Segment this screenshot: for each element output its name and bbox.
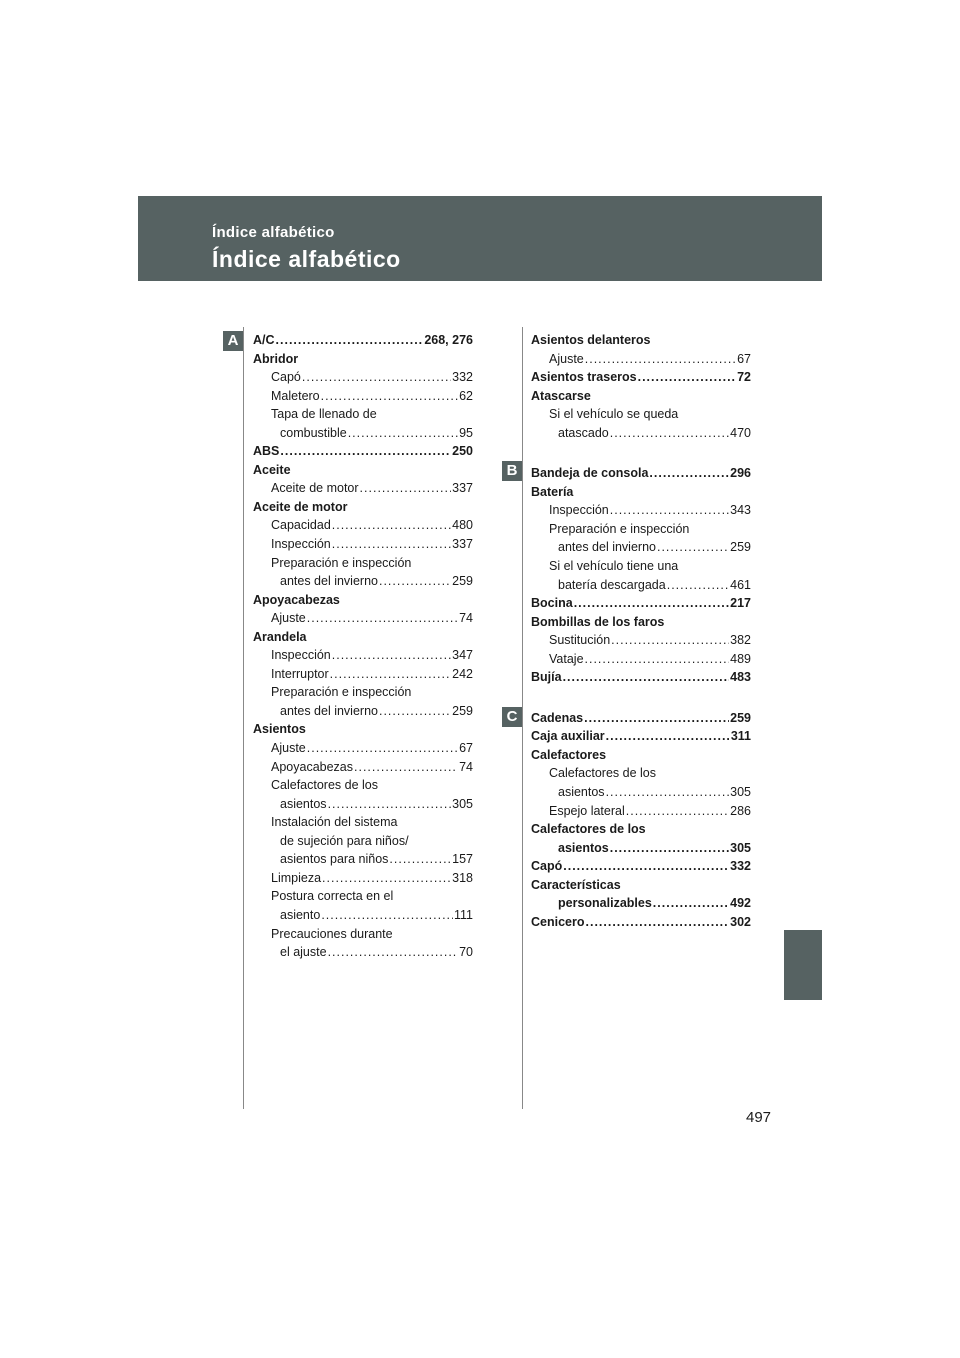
index-page-ref: 305: [452, 796, 473, 811]
index-page-ref: 74: [459, 759, 473, 774]
dot-leader: [585, 350, 736, 369]
index-entry: [253, 683, 473, 702]
index-page-ref: 337: [452, 481, 473, 496]
index-entry: [253, 887, 473, 906]
index-page-ref: 70: [459, 945, 473, 960]
index-entry: [531, 894, 751, 913]
index-term: Limpieza: [271, 870, 322, 885]
index-page-ref: 489: [730, 651, 751, 666]
index-term: Bandeja de consola: [531, 466, 649, 481]
index-page-ref: 483: [730, 670, 751, 685]
index-page-ref: 250: [452, 444, 473, 459]
index-page-ref: 259: [452, 703, 473, 718]
index-page-ref: 157: [452, 852, 473, 867]
letter-tab-a: A: [223, 331, 243, 351]
index-entry: [253, 368, 473, 387]
index-entry: [531, 387, 751, 406]
index-page-ref: 95: [459, 425, 473, 440]
index-entry: [253, 387, 473, 406]
index-entry: [253, 850, 473, 869]
index-entry: [253, 795, 473, 814]
index-entry: [253, 665, 473, 684]
dot-leader: [574, 594, 729, 613]
index-entry: [253, 776, 473, 795]
index-page-ref: 305: [730, 840, 751, 855]
index-page-ref: 332: [452, 370, 473, 385]
dot-leader: [638, 368, 736, 387]
index-term: Preparación e inspección: [271, 555, 412, 570]
dot-leader: [563, 668, 730, 687]
index-term: Aceite: [253, 462, 291, 477]
index-term: Inspección: [271, 537, 331, 552]
index-term: Si el vehículo tiene una: [549, 559, 679, 574]
index-term: Asientos traseros: [531, 370, 637, 385]
index-page-ref: 332: [730, 859, 751, 874]
index-term: Batería: [531, 484, 574, 499]
index-entry: [531, 631, 751, 650]
dot-leader: [379, 702, 451, 721]
index-entry: [253, 906, 473, 925]
index-term: Calefactores de los: [549, 766, 657, 781]
dot-leader: [610, 501, 729, 520]
index-page-ref: 461: [730, 577, 751, 592]
index-term: Interruptor: [271, 666, 329, 681]
index-term: Bocina: [531, 596, 573, 611]
column-divider-left: [243, 327, 244, 1109]
index-term: Ajuste: [549, 351, 584, 366]
index-term: Cadenas: [531, 710, 584, 725]
dot-leader: [307, 739, 458, 758]
dot-leader: [667, 576, 729, 595]
dot-leader: [332, 516, 451, 535]
index-term: Sustitución: [549, 633, 611, 648]
dot-leader: [611, 631, 729, 650]
index-page-ref: 72: [737, 370, 751, 385]
index-term: A/C: [253, 333, 275, 347]
index-page-ref: 492: [730, 896, 751, 911]
dot-leader: [354, 758, 458, 777]
index-entry: [253, 591, 473, 610]
index-page-ref: 62: [459, 388, 473, 403]
index-entry: [531, 464, 751, 483]
dot-leader: [332, 646, 451, 665]
index-entry: [531, 764, 751, 783]
page-title: Índice alfabético: [212, 246, 401, 272]
index-term: Ajuste: [271, 741, 306, 756]
index-term: Capó: [531, 859, 563, 874]
index-page-ref: 470: [730, 425, 751, 440]
dot-leader: [302, 368, 451, 387]
index-entry: [253, 702, 473, 721]
index-page-ref: 111: [453, 907, 473, 922]
dot-leader: [389, 850, 451, 869]
letter-tab-b: B: [502, 461, 522, 481]
index-term: personalizables: [558, 896, 652, 911]
section-header: [138, 196, 822, 281]
index-entry: [253, 758, 473, 777]
index-term: batería descargada: [558, 577, 666, 592]
letter-group-gap: [531, 442, 751, 464]
index-entry: [531, 746, 751, 765]
index-term: Instalación del sistema: [271, 815, 398, 830]
index-entry: [253, 442, 473, 461]
index-entry: [253, 609, 473, 628]
index-entry: [253, 943, 473, 962]
index-entry: [531, 520, 751, 539]
dot-leader: [348, 424, 458, 443]
index-entry: [253, 628, 473, 647]
index-page-ref: 286: [730, 803, 751, 818]
dot-leader: [606, 727, 730, 746]
index-entry: [253, 424, 473, 443]
index-term: Aceite de motor: [253, 499, 348, 514]
index-entry: [531, 650, 751, 669]
index-entry: [253, 925, 473, 944]
side-thumb-tab: [784, 930, 822, 1000]
index-entry: [531, 613, 751, 632]
dot-leader: [586, 913, 730, 932]
index-entry: [253, 813, 473, 832]
dot-leader: [307, 609, 458, 628]
dot-leader: [606, 783, 730, 802]
index-term: antes del invierno: [280, 574, 378, 589]
index-entry: [253, 554, 473, 573]
index-term: ABS: [253, 444, 280, 459]
index-term: asientos: [558, 785, 605, 800]
index-term: Apoyacabezas: [271, 759, 354, 774]
index-term: Postura correcta en el: [271, 889, 394, 904]
index-page-ref: 382: [730, 633, 751, 648]
column-divider-middle: [522, 327, 523, 1109]
dot-leader: [584, 709, 729, 728]
page-number: 497: [746, 1109, 772, 1126]
index-entry: [253, 720, 473, 739]
dot-leader: [322, 869, 451, 888]
index-page-ref: 268, 276: [424, 333, 473, 347]
index-term: Arandela: [253, 629, 307, 644]
dot-leader: [653, 894, 729, 913]
index-term: Capó: [271, 370, 301, 385]
index-term: atascado: [558, 425, 609, 440]
index-entry: [253, 646, 473, 665]
index-page-ref: 318: [452, 870, 473, 885]
index-term: combustible: [280, 425, 347, 440]
dot-leader: [276, 331, 424, 350]
index-term: Bujía: [531, 670, 562, 685]
index-term: asientos para niños: [280, 852, 389, 867]
index-column-left: [253, 331, 473, 962]
index-page-ref: 259: [452, 574, 473, 589]
index-page-ref: 337: [452, 537, 473, 552]
index-entry: [253, 350, 473, 369]
index-term: el ajuste: [280, 945, 327, 960]
index-page-ref: 480: [452, 518, 473, 533]
index-entry: [253, 739, 473, 758]
index-entry: [253, 461, 473, 480]
index-page-ref: 343: [730, 503, 751, 518]
index-term: asientos: [280, 796, 327, 811]
index-entry: [531, 802, 751, 821]
index-entry: [531, 368, 751, 387]
index-entry: [531, 557, 751, 576]
dot-leader: [610, 424, 729, 443]
header-section-label: Índice alfabético: [212, 224, 335, 241]
index-term: Inspección: [271, 648, 331, 663]
index-entry: [253, 516, 473, 535]
index-term: Calefactores: [531, 747, 607, 762]
dot-leader: [321, 906, 453, 925]
index-entry: [531, 538, 751, 557]
index-page-ref: 347: [452, 648, 473, 663]
index-term: antes del invierno: [280, 703, 378, 718]
dot-leader: [330, 665, 451, 684]
index-entry: [253, 405, 473, 424]
index-term: Tapa de llenado de: [271, 407, 377, 422]
dot-leader: [649, 464, 729, 483]
index-page-ref: 217: [730, 596, 751, 611]
index-page-ref: 67: [737, 351, 751, 366]
index-term: Asientos: [253, 722, 306, 737]
letter-tab-c: C: [502, 707, 522, 727]
index-page-ref: 259: [730, 540, 751, 555]
dot-leader: [328, 795, 452, 814]
index-entry: [531, 857, 751, 876]
index-term: asientos: [558, 840, 609, 855]
index-term: Si el vehículo se queda: [549, 407, 679, 422]
dot-leader: [321, 387, 458, 406]
dot-leader: [360, 479, 452, 498]
index-entry: [531, 913, 751, 932]
index-entry: [531, 576, 751, 595]
index-term: antes del invierno: [558, 540, 656, 555]
index-term: Asientos delanteros: [531, 333, 651, 347]
index-entry: [531, 839, 751, 858]
index-term: Aceite de motor: [271, 481, 359, 496]
index-page-ref: 74: [459, 611, 473, 626]
index-page-ref: 67: [459, 741, 473, 756]
index-term: Apoyacabezas: [253, 592, 340, 607]
index-term: Preparación e inspección: [271, 685, 412, 700]
index-page-ref: 296: [730, 466, 751, 481]
index-term: Caja auxiliar: [531, 729, 605, 744]
index-entry: [531, 501, 751, 520]
index-term: Espejo lateral: [549, 803, 625, 818]
index-term: Preparación e inspección: [549, 521, 690, 536]
index-term: Capacidad: [271, 518, 331, 533]
index-term: Abridor: [253, 351, 299, 366]
index-page-ref: 311: [730, 729, 751, 744]
index-term: Maletero: [271, 388, 320, 403]
index-term: Inspección: [549, 503, 609, 518]
index-page-ref: 242: [452, 666, 473, 681]
index-entry: [253, 498, 473, 517]
index-entry: [253, 832, 473, 851]
dot-leader: [328, 943, 459, 962]
index-entry: [531, 350, 751, 369]
index-entry: [531, 876, 751, 895]
index-entry: [253, 869, 473, 888]
dot-leader: [280, 442, 451, 461]
index-entry: [253, 331, 473, 350]
index-term: Ajuste: [271, 611, 306, 626]
index-entry: [531, 594, 751, 613]
index-entry: [531, 783, 751, 802]
index-entry: [531, 820, 751, 839]
index-entry: [531, 424, 751, 443]
dot-leader: [626, 802, 729, 821]
index-term: de sujeción para niños/: [280, 833, 409, 848]
index-page-ref: 302: [730, 914, 751, 929]
index-entry: [531, 727, 751, 746]
index-column-right: [531, 331, 751, 931]
dot-leader: [610, 839, 729, 858]
index-term: Calefactores de los: [531, 822, 646, 837]
index-term: Bombillas de los faros: [531, 614, 665, 629]
index-entry: [253, 535, 473, 554]
index-entry: [531, 709, 751, 728]
index-entry: [531, 405, 751, 424]
letter-group-gap: [531, 687, 751, 709]
index-entry: [531, 483, 751, 502]
index-term: asiento: [280, 907, 321, 922]
index-page-ref: 305: [730, 785, 751, 800]
dot-leader: [563, 857, 729, 876]
index-entry: [253, 572, 473, 591]
index-term: Precauciones durante: [271, 926, 393, 941]
dot-leader: [657, 538, 729, 557]
index-entry: [253, 479, 473, 498]
index-term: Características: [531, 877, 621, 892]
index-term: Atascarse: [531, 388, 591, 403]
index-page-ref: 259: [730, 710, 751, 725]
index-term: Cenicero: [531, 914, 585, 929]
index-entry: [531, 331, 751, 350]
dot-leader: [585, 650, 730, 669]
index-entry: [531, 668, 751, 687]
dot-leader: [379, 572, 451, 591]
index-term: Vataje: [549, 651, 584, 666]
index-term: Calefactores de los: [271, 778, 379, 793]
dot-leader: [332, 535, 451, 554]
